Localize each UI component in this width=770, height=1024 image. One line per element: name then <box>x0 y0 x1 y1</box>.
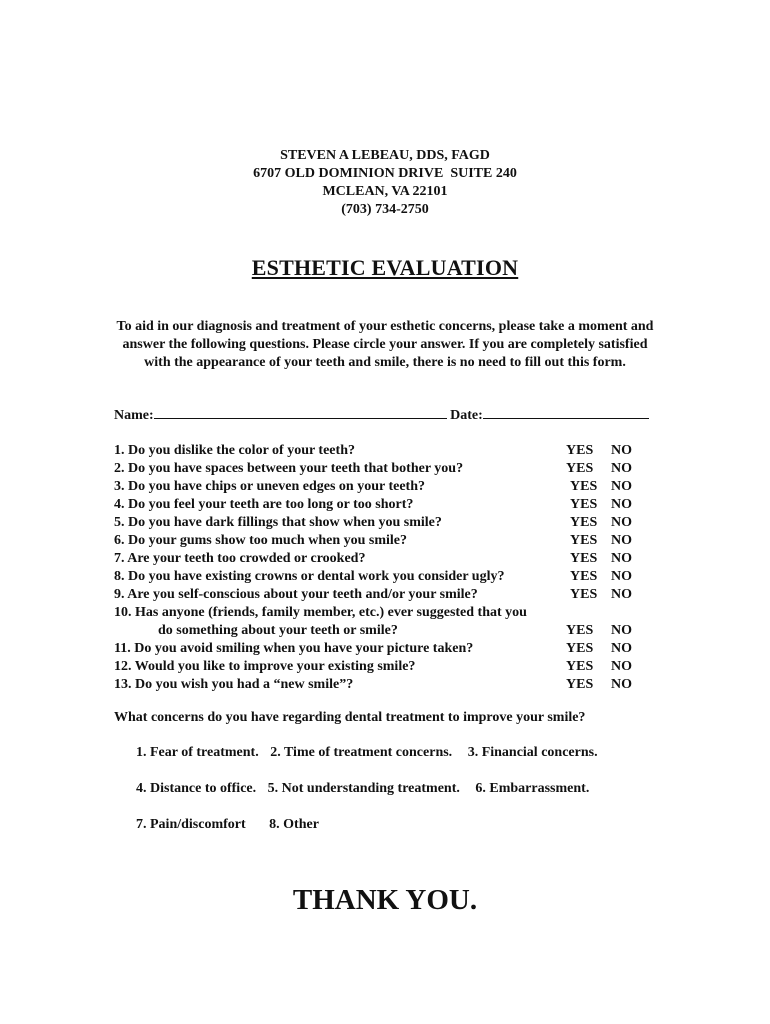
no-option[interactable]: NO <box>611 461 632 476</box>
address-line-1: 6707 OLD DOMINION DRIVE SUITE 240 <box>253 166 517 181</box>
no-option[interactable]: NO <box>611 677 632 692</box>
no-option[interactable]: NO <box>611 515 632 530</box>
name-date-row <box>114 405 664 424</box>
concern-option[interactable]: 7. Pain/discomfort <box>136 817 246 832</box>
name-label: Name: <box>114 408 154 423</box>
yes-option[interactable]: YES <box>566 461 594 476</box>
question-text: 6. Do your gums show too much when you smile? <box>114 533 407 548</box>
question-row-continued <box>114 622 654 640</box>
concern-options-row-3 <box>136 817 327 833</box>
question-row <box>114 496 654 514</box>
question-row <box>114 604 654 622</box>
concern-options-row-1 <box>136 745 606 761</box>
no-option[interactable]: NO <box>611 497 632 512</box>
concern-option[interactable]: 5. Not understanding treatment. <box>267 781 460 796</box>
question-text: 2. Do you have spaces between your teeth that bother you? <box>114 461 464 476</box>
question-row <box>114 676 654 694</box>
question-text: 4. Do you feel your teeth are too long or too short? <box>114 497 414 512</box>
concerns-question: What concerns do you have regarding dental treatment to improve your smile? <box>114 710 586 725</box>
concern-option[interactable]: 6. Embarrassment. <box>475 781 590 796</box>
question-row <box>114 586 654 604</box>
question-row <box>114 478 654 496</box>
yes-option[interactable]: YES <box>566 623 594 638</box>
question-list <box>114 442 654 694</box>
question-text: 7. Are your teeth too crowded or crooked? <box>114 551 366 566</box>
no-option[interactable]: NO <box>611 623 632 638</box>
question-row <box>114 640 654 658</box>
question-text: 10. Has anyone (friends, family member, etc.) ever suggested that you <box>114 605 527 620</box>
concern-options-row-2 <box>136 781 597 797</box>
question-row <box>114 514 654 532</box>
concern-option[interactable]: 1. Fear of treatment. <box>136 745 259 760</box>
intro-paragraph: To aid in our diagnosis and treatment of your esthetic concerns, please take a moment and answer the following questions. Please circle your answer. If you are completely satisfied with the appearance of your teeth and smile, there is no need to fill out this form. <box>116 319 654 370</box>
no-option[interactable]: NO <box>611 569 632 584</box>
question-text: 12. Would you like to improve your existing smile? <box>114 659 416 674</box>
no-option[interactable]: NO <box>611 533 632 548</box>
yes-option[interactable]: YES <box>566 659 594 674</box>
yes-option[interactable]: YES <box>570 533 598 548</box>
no-option[interactable]: NO <box>611 641 632 656</box>
yes-option[interactable]: YES <box>570 497 598 512</box>
question-row <box>114 550 654 568</box>
question-text: 13. Do you wish you had a “new smile”? <box>114 677 354 692</box>
yes-option[interactable]: YES <box>570 479 598 494</box>
question-text: do something about your teeth or smile? <box>158 623 398 638</box>
closing-message: THANK YOU. <box>292 884 478 916</box>
yes-option[interactable]: YES <box>566 443 594 458</box>
concern-option[interactable]: 3. Financial concerns. <box>467 745 598 760</box>
no-option[interactable]: NO <box>611 443 632 458</box>
no-option[interactable]: NO <box>611 479 632 494</box>
concern-option[interactable]: 4. Distance to office. <box>136 781 257 796</box>
question-text: 11. Do you avoid smiling when you have your picture taken? <box>114 641 474 656</box>
phone-number: (703) 734-2750 <box>341 202 429 217</box>
question-row <box>114 658 654 676</box>
question-text: 9. Are you self-conscious about your teeth and/or your smile? <box>114 587 478 602</box>
no-option[interactable]: NO <box>611 587 632 602</box>
name-field[interactable] <box>154 405 447 419</box>
question-row <box>114 442 654 460</box>
form-title: ESTHETIC EVALUATION <box>251 255 519 280</box>
yes-option[interactable]: YES <box>570 551 598 566</box>
yes-option[interactable]: YES <box>570 515 598 530</box>
concern-option[interactable]: 8. Other <box>269 817 319 832</box>
question-text: 5. Do you have dark fillings that show when you smile? <box>114 515 442 530</box>
no-option[interactable]: NO <box>611 659 632 674</box>
address-line-2: MCLEAN, VA 22101 <box>322 184 448 199</box>
question-row <box>114 568 654 586</box>
doctor-name: STEVEN A LEBEAU, DDS, FAGD <box>280 148 490 163</box>
question-row <box>114 460 654 478</box>
question-text: 3. Do you have chips or uneven edges on your teeth? <box>114 479 426 494</box>
no-option[interactable]: NO <box>611 551 632 566</box>
yes-option[interactable]: YES <box>570 569 598 584</box>
question-text: 1. Do you dislike the color of your teeth? <box>114 443 355 458</box>
question-text: 8. Do you have existing crowns or dental work you consider ugly? <box>114 569 505 584</box>
concern-option[interactable]: 2. Time of treatment concerns. <box>270 745 453 760</box>
question-row <box>114 532 654 550</box>
yes-option[interactable]: YES <box>570 587 598 602</box>
yes-option[interactable]: YES <box>566 677 594 692</box>
yes-option[interactable]: YES <box>566 641 594 656</box>
date-label: Date: <box>450 408 483 423</box>
date-field[interactable] <box>483 405 649 419</box>
practice-header <box>0 147 770 219</box>
